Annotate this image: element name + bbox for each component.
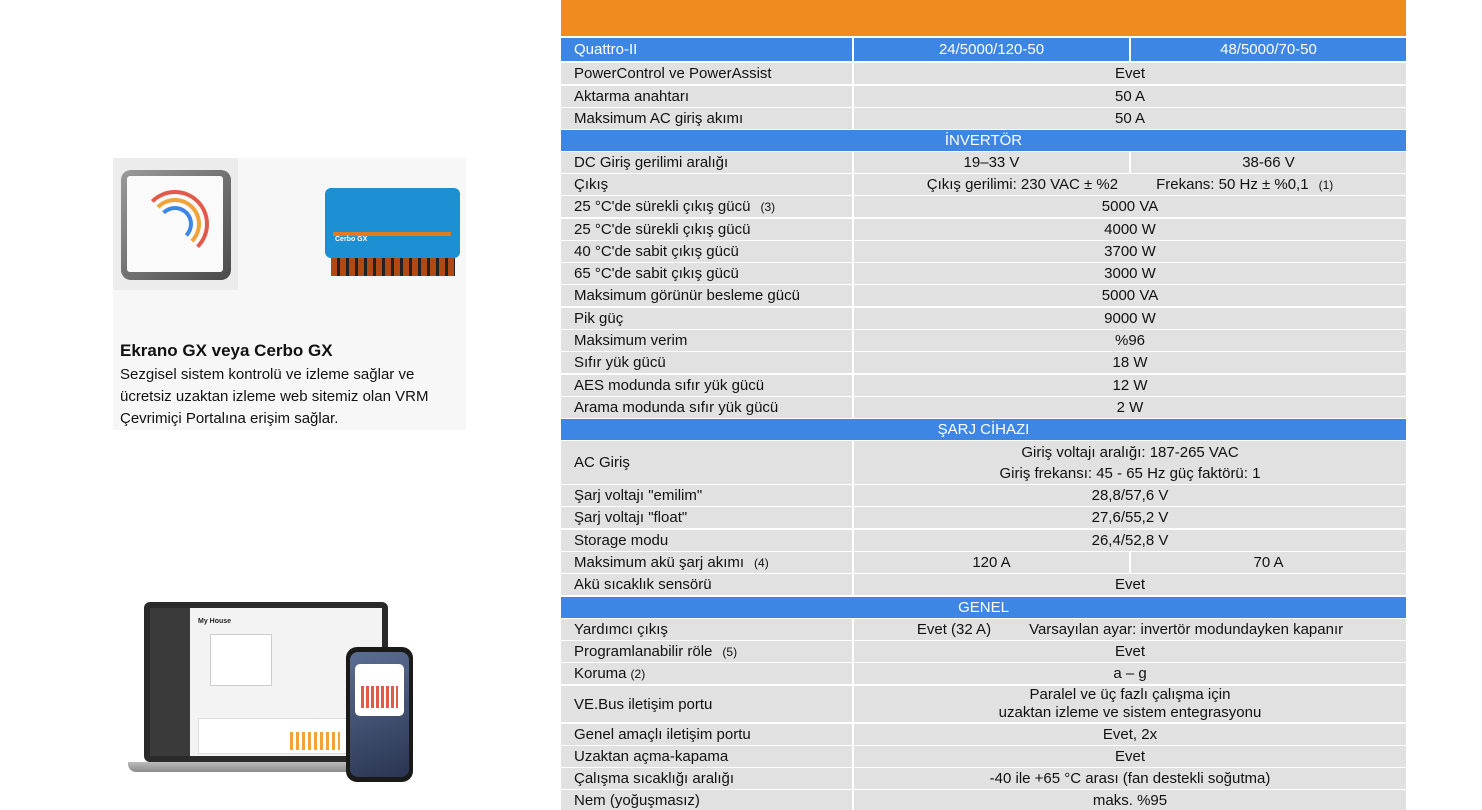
ekrano-gx-image [113,158,238,290]
table-row [561,552,1406,573]
table-row [561,285,1406,306]
footnote: (5) [722,644,738,659]
row-label-text: 25 °C'de sürekli çıkış gücü [574,198,751,215]
row-value: 50 A [854,86,1406,107]
row-value: maks. %95 [854,790,1406,810]
row-label: VE.Bus iletişim portu [561,686,852,722]
row-label: Çıkış [561,174,852,195]
table-row [561,619,1406,640]
table-row [561,330,1406,351]
row-label: Aktarma anahtarı [561,86,852,107]
row-value: 3700 W [854,241,1406,262]
table-row [561,263,1406,284]
row-label: PowerControl ve PowerAssist [561,63,852,84]
orange-header-bar [561,0,1406,36]
header-model-b: 48/5000/70-50 [1131,38,1406,61]
row-label-text: Maksimum akü şarj akımı [574,554,745,571]
row-label: 65 °C'de sabit çıkış gücü [561,263,852,284]
row-label-text: Koruma [574,665,627,682]
table-row [561,663,1406,684]
table-row [561,375,1406,396]
section-charger [561,419,1406,440]
row-value [854,619,1406,640]
row-value-a: 120 A [854,552,1129,573]
section-general [561,597,1406,618]
footnote: (2) [630,666,646,681]
table-row [561,86,1406,107]
gx-device-panel [113,158,466,430]
vrm-sidebar [150,608,190,756]
row-label: Şarj voltajı "float" [561,507,852,528]
row-value: -40 ile +65 °C arası (fan destekli soğutma) [854,768,1406,789]
footnote: (3) [760,199,776,214]
row-value-b: 38-66 V [1131,152,1406,173]
row-label: DC Giriş gerilimi aralığı [561,152,852,173]
row-value: 9000 W [854,308,1406,329]
phone-widget [355,664,404,716]
table-row [561,686,1406,722]
footnote: (4) [754,555,769,570]
row-label: 25 °C'de sürekli çıkış gücü [561,219,852,240]
row-label: Yardımcı çıkış [561,619,852,640]
table-row [561,63,1406,84]
aux-output-a: Evet (32 A) [916,621,992,638]
row-value: 2 W [854,397,1406,418]
row-label: AC Giriş [561,441,852,484]
row-label: Nem (yoğuşmasız) [561,790,852,810]
aux-output-b: Varsayılan ayar: invertör modundayken kapanır [1029,621,1344,638]
row-label: Sıfır yük gücü [561,352,852,373]
row-value: 12 W [854,375,1406,396]
row-label: Akü sıcaklık sensörü [561,574,852,595]
device-title: Ekrano GX veya Cerbo GX [120,341,333,360]
ac-input-line1: Giriş voltajı aralığı: 187-265 VAC [1021,443,1239,461]
row-label [561,196,852,217]
cerbo-connectors [331,258,455,276]
ekrano-screen [127,176,223,272]
row-value [854,174,1406,195]
row-value: 5000 VA [854,196,1406,217]
table-row [561,108,1406,129]
row-label: Uzaktan açma-kapama [561,746,852,767]
table-row [561,746,1406,767]
vebus-line2: uzaktan izleme ve sistem entegrasyonu [998,704,1262,721]
vrm-diagram [210,634,272,686]
cerbo-label: Cerbo GX [335,236,368,243]
table-row [561,768,1406,789]
header-model-a: 24/5000/120-50 [854,38,1129,61]
row-label: Maksimum AC giriş akımı [561,108,852,129]
table-row [561,308,1406,329]
row-label [561,663,852,684]
row-label: Storage modu [561,530,852,551]
table-row [561,152,1406,173]
row-label [561,552,852,573]
table-row [561,724,1406,745]
row-label [561,641,852,662]
header-product: Quattro-II [561,38,852,61]
row-value: 50 A [854,108,1406,129]
row-value: Evet, 2x [854,724,1406,745]
section-title: İNVERTÖR [561,130,1406,151]
row-value: %96 [854,330,1406,351]
left-column [0,0,560,810]
row-value: 28,8/57,6 V [854,485,1406,506]
device-description: Sezgisel sistem kontrolü ve izleme sağlar ve ücretsiz uzaktan izleme web sitemiz olan VRM Çevrimiçi Portalına erişim sağlar. [120,366,429,427]
row-value: Evet [854,746,1406,767]
table-row [561,174,1406,195]
table-row [561,790,1406,810]
vrm-title: My House [198,618,232,625]
table-row [561,574,1406,595]
row-label: Maksimum verim [561,330,852,351]
row-value: Evet [854,641,1406,662]
row-label: Şarj voltajı "emilim" [561,485,852,506]
vebus-line1: Paralel ve üç fazlı çalışma için [1029,686,1231,703]
table-row [561,530,1406,551]
row-label: AES modunda sıfır yük gücü [561,375,852,396]
row-value-a: 19–33 V [854,152,1129,173]
table-row [561,241,1406,262]
row-value: Evet [854,63,1406,84]
row-label: Pik güç [561,308,852,329]
cerbo-body [325,188,460,258]
table-row [561,219,1406,240]
table-row [561,485,1406,506]
row-value: 3000 W [854,263,1406,284]
section-title: ŞARJ CİHAZI [561,419,1406,440]
ac-input-line2: Giriş frekansı: 45 - 65 Hz güç faktörü: 1 [999,464,1261,482]
table-row [561,507,1406,528]
vrm-chart-bars [290,732,340,750]
phone-vrm-image [346,647,413,782]
row-label: Arama modunda sıfır yük gücü [561,397,852,418]
output-frequency: Frekans: 50 Hz ± %0,1 [1156,176,1309,193]
row-label: Maksimum görünür besleme gücü [561,285,852,306]
output-voltage: Çıkış gerilimi: 230 VAC ± %2 [926,176,1119,193]
section-title: GENEL [561,597,1406,618]
row-label: 40 °C'de sabit çıkış gücü [561,241,852,262]
row-value: 5000 VA [854,285,1406,306]
table-row [561,641,1406,662]
table-row [561,397,1406,418]
section-inverter [561,130,1406,151]
footnote: (1) [1318,177,1334,192]
row-label-text: Programlanabilir röle [574,643,713,660]
table-row [561,352,1406,373]
row-value: 4000 W [854,219,1406,240]
cerbo-gx-image [325,188,460,283]
phone-screen [350,652,409,777]
table-row [561,196,1406,217]
row-value [854,441,1406,484]
table-row [561,441,1406,484]
row-value: 18 W [854,352,1406,373]
row-value: a – g [854,663,1406,684]
row-value: Evet [854,574,1406,595]
row-value: 27,6/55,2 V [854,507,1406,528]
row-value: 26,4/52,8 V [854,530,1406,551]
row-label: Çalışma sıcaklığı aralığı [561,768,852,789]
row-value-b: 70 A [1131,552,1406,573]
table-header-row [561,38,1406,61]
row-value [854,686,1406,722]
row-label: Genel amaçlı iletişim portu [561,724,852,745]
